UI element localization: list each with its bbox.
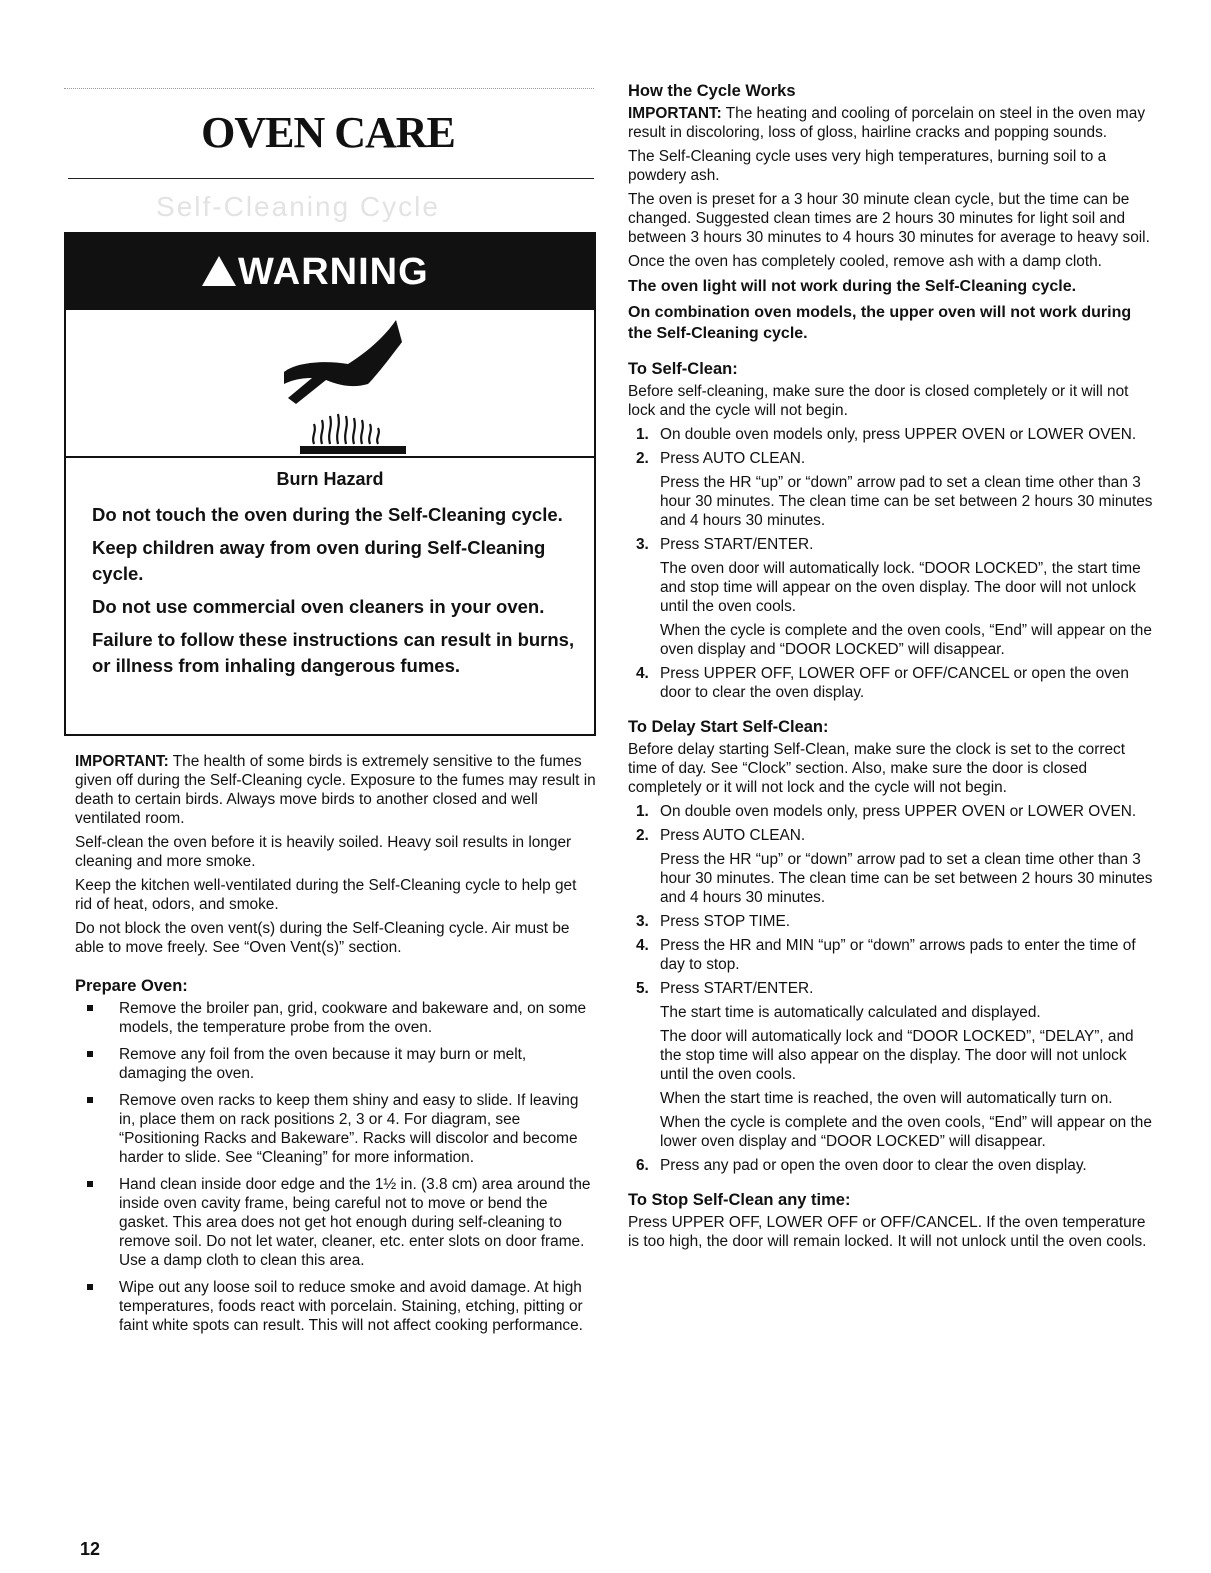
bullet-icon bbox=[87, 1181, 93, 1187]
step-item bbox=[628, 1156, 1153, 1175]
step-detail: The oven door will automatically lock. “DOOR LOCKED”, the start time and stop time will appear on the oven display. The door will not unlock until the oven cools. bbox=[660, 560, 1141, 615]
warning-banner bbox=[66, 234, 594, 310]
step-item bbox=[628, 912, 1153, 931]
step-text: Press AUTO CLEAN. bbox=[660, 827, 806, 844]
step-number: 6. bbox=[636, 1157, 649, 1174]
left-column bbox=[75, 752, 597, 1343]
list-item-text: Hand clean inside door edge and the 1½ in. (3.8 cm) area around the inside oven cavity frame, being careful not to move or bend the gasket. This area does not get hot enough during self-cleaning to remove soil. Do not let water, cleaner, etc. enter slots on door frame. Use a damp cloth to clean this area. bbox=[119, 1176, 591, 1269]
delay-steps bbox=[628, 802, 1153, 1175]
prepare-oven-list bbox=[75, 999, 597, 1335]
step-text: Press START/ENTER. bbox=[660, 536, 814, 553]
list-item-text: Remove the broiler pan, grid, cookware and bakeware and, on some models, the temperature probe from the oven. bbox=[119, 1000, 587, 1036]
important-text: The health of some birds is extremely sensitive to the fumes given off during the Self-Cleaning cycle. Exposure to the fumes may result in death to certain birds. Always move birds to another closed and well ventilated room. bbox=[75, 753, 596, 827]
title-rule bbox=[68, 178, 594, 179]
step-text: Press START/ENTER. bbox=[660, 980, 814, 997]
step-text: Press STOP TIME. bbox=[660, 913, 791, 930]
step-item bbox=[628, 802, 1153, 821]
step-text: On double oven models only, press UPPER OVEN or LOWER OVEN. bbox=[660, 426, 1137, 443]
paragraph: Keep the kitchen well-ventilated during the Self-Cleaning cycle to help get rid of heat, odors, and smoke. bbox=[75, 877, 577, 913]
warning-line: Keep children away from oven during Self-Cleaning cycle. bbox=[92, 537, 546, 584]
list-item bbox=[75, 999, 597, 1037]
how-cycle-works-heading: How the Cycle Works bbox=[628, 82, 796, 100]
warning-triangle-icon bbox=[202, 256, 236, 286]
step-number: 2. bbox=[636, 827, 649, 844]
step-item bbox=[628, 664, 1153, 702]
list-item-text: Wipe out any loose soil to reduce smoke and avoid damage. At high temperatures, foods react with porcelain. Staining, etching, pitting or faint white spots can result. This will not affect cooking performance. bbox=[119, 1279, 583, 1334]
list-item-text: Remove oven racks to keep them shiny and easy to slide. If leaving in, place them on rack positions 2, 3 or 4. For diagram, see “Positioning Racks and Bakeware”. Racks will discolor and become harder to slide. See “Cleaning” for more information. bbox=[119, 1092, 579, 1166]
paragraph: Do not block the oven vent(s) during the Self-Cleaning cycle. Air must be able to move freely. See “Oven Vent(s)” section. bbox=[75, 920, 570, 956]
list-item bbox=[75, 1278, 597, 1335]
step-text: Press AUTO CLEAN. bbox=[660, 450, 806, 467]
to-self-clean-heading: To Self-Clean: bbox=[628, 360, 738, 378]
warning-box bbox=[64, 232, 596, 736]
step-detail: The start time is automatically calculated and displayed. bbox=[660, 1004, 1041, 1021]
important-text: The heating and cooling of porcelain on steel in the oven may result in discoloring, loss of gloss, hairline cracks and popping sounds. bbox=[628, 105, 1146, 141]
warning-divider bbox=[66, 456, 594, 458]
step-number: 2. bbox=[636, 450, 649, 467]
self-clean-steps bbox=[628, 425, 1153, 702]
paragraph: The Self-Cleaning cycle uses very high temperatures, burning soil to a powdery ash. bbox=[628, 148, 1107, 184]
bullet-icon bbox=[87, 1097, 93, 1103]
stop-self-clean-heading: To Stop Self-Clean any time: bbox=[628, 1191, 851, 1209]
step-text: On double oven models only, press UPPER OVEN or LOWER OVEN. bbox=[660, 803, 1137, 820]
paragraph: The oven is preset for a 3 hour 30 minute clean cycle, but the time can be changed. Suggested clean times are 2 hours 30 minutes for light soil and between 3 hours 30 minutes to 4 hours 30 minutes for average to heavy soil. bbox=[628, 191, 1150, 246]
warning-lines bbox=[92, 502, 587, 686]
step-item bbox=[628, 936, 1153, 974]
step-detail: When the start time is reached, the oven will automatically turn on. bbox=[660, 1090, 1113, 1107]
combination-oven-note: On combination oven models, the upper oven will not work during the Self-Cleaning cycle. bbox=[628, 304, 1132, 342]
self-clean-intro: Before self-cleaning, make sure the door is closed completely or it will not lock and the cycle will not begin. bbox=[628, 383, 1129, 419]
birds-important-note bbox=[75, 752, 597, 828]
warning-line: Failure to follow these instructions can result in burns, or illness from inhaling dangerous fumes. bbox=[92, 629, 575, 676]
step-number: 1. bbox=[636, 426, 649, 443]
important-label: IMPORTANT: bbox=[75, 753, 169, 770]
page-title: OVEN CARE bbox=[201, 108, 455, 157]
faded-subtitle: Self-Cleaning Cycle bbox=[156, 191, 440, 222]
step-detail: When the cycle is complete and the oven cools, “End” will appear on the lower oven display and “DOOR LOCKED” will disappear. bbox=[660, 1114, 1152, 1150]
step-detail: The door will automatically lock and “DOOR LOCKED”, “DELAY”, and the stop time will also appear on the display. The door will not unlock until the oven cools. bbox=[660, 1028, 1134, 1083]
top-dotted-rule bbox=[64, 88, 594, 89]
right-column bbox=[628, 80, 1153, 1256]
step-text: Press UPPER OFF, LOWER OFF or OFF/CANCEL or open the oven door to clear the oven display. bbox=[660, 665, 1129, 701]
bullet-icon bbox=[87, 1005, 93, 1011]
page-number: 12 bbox=[80, 1539, 101, 1559]
step-number: 4. bbox=[636, 665, 649, 682]
paragraph: Self-clean the oven before it is heavily soiled. Heavy soil results in longer cleaning and more smoke. bbox=[75, 834, 572, 870]
porcelain-important-note bbox=[628, 104, 1153, 142]
burn-hazard-hand-icon bbox=[256, 314, 416, 454]
step-item bbox=[628, 425, 1153, 444]
step-item bbox=[628, 449, 1153, 530]
step-item bbox=[628, 979, 1153, 1151]
step-number: 4. bbox=[636, 937, 649, 954]
step-number: 3. bbox=[636, 913, 649, 930]
step-detail: Press the HR “up” or “down” arrow pad to set a clean time other than 3 hour 30 minutes. The clean time can be set between 2 hours 30 minutes and 4 hours 30 minutes. bbox=[660, 474, 1153, 529]
bullet-icon bbox=[87, 1051, 93, 1057]
delay-start-heading: To Delay Start Self-Clean: bbox=[628, 718, 829, 736]
step-number: 1. bbox=[636, 803, 649, 820]
burn-hazard-label: Burn Hazard bbox=[276, 469, 384, 489]
step-number: 3. bbox=[636, 536, 649, 553]
step-detail: Press the HR “up” or “down” arrow pad to set a clean time other than 3 hour 30 minutes. The clean time can be set between 2 hours 30 minutes and 4 hours 30 minutes. bbox=[660, 851, 1153, 906]
list-item bbox=[75, 1175, 597, 1270]
warning-line: Do not use commercial oven cleaners in your oven. bbox=[92, 596, 545, 617]
list-item bbox=[75, 1091, 597, 1167]
stop-self-clean-text: Press UPPER OFF, LOWER OFF or OFF/CANCEL. If the oven temperature is too high, the door will remain locked. It will not unlock until the oven cools. bbox=[628, 1214, 1147, 1250]
step-detail: When the cycle is complete and the oven cools, “End” will appear on the oven display and “DOOR LOCKED” will disappear. bbox=[660, 622, 1152, 658]
step-item bbox=[628, 535, 1153, 659]
step-number: 5. bbox=[636, 980, 649, 997]
step-text: Press the HR and MIN “up” or “down” arrows pads to enter the time of day to stop. bbox=[660, 937, 1136, 973]
oven-light-note: The oven light will not work during the Self-Cleaning cycle. bbox=[628, 278, 1077, 295]
step-item bbox=[628, 826, 1153, 907]
important-label: IMPORTANT: bbox=[628, 105, 722, 122]
warning-line: Do not touch the oven during the Self-Cleaning cycle. bbox=[92, 504, 563, 525]
list-item bbox=[75, 1045, 597, 1083]
paragraph: Once the oven has completely cooled, remove ash with a damp cloth. bbox=[628, 253, 1102, 270]
bullet-icon bbox=[87, 1284, 93, 1290]
delay-intro: Before delay starting Self-Clean, make sure the clock is set to the correct time of day. See “Clock” section. Also, make sure the door is closed completely or it will not lock and the cycle will not begin. bbox=[628, 741, 1126, 796]
prepare-oven-heading: Prepare Oven: bbox=[75, 977, 188, 995]
step-text: Press any pad or open the oven door to clear the oven display. bbox=[660, 1157, 1087, 1174]
warning-banner-label: WARNING bbox=[238, 251, 429, 293]
list-item-text: Remove any foil from the oven because it may burn or melt, damaging the oven. bbox=[119, 1046, 527, 1082]
